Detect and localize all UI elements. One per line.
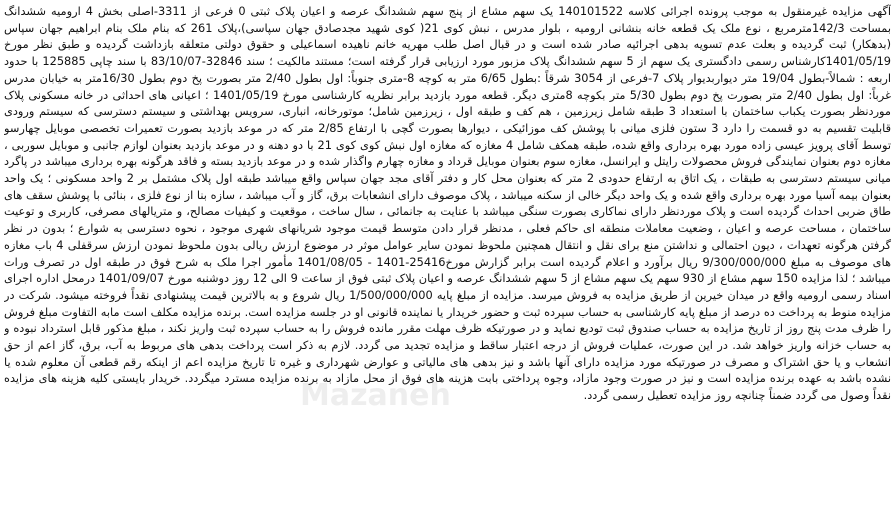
site-watermark: Mazaneh (300, 378, 451, 413)
auction-notice-text: آگهی مزایده غیرمنقول به موجب پرونده اجرائی کلاسه 140101522 یک سهم مشاع از پنج سهم ششدانگ عرصه و اعیان پلاک ثبتی 0 فرعی از 3311-اصلی بخش 4 ارومیه ششدانگ بمساحت 142/3مترمربع ، نوع ملک یک قطعه خانه بنشانی ارومیه ، بلوار مدرس ، نبش کوی 21( کوی شهید مجدصادق جهان سپاسی)،پلاک 261 که بنام ملک بنام ابراهیم جهان سپاس (بدهکار) ثبت گردیده و بعلت عدم تسویه بدهی اجرائیه صادر شده است و در قبال اصل طلب مهریه خانم ناهیده اسماعیلی و حقوق دولتی متعلقه بازداشت گردیده و طبق نظر مورخ 1401/05/19کارشناس رسمی دادگستری یک سهم از 5 سهم ششدانگ پلاک مزبور مورد ارزیابی قرار گرفته است؛ مستند مالکیت ؛ سند 32846-83/10/07 با سند چاپی 125885 با حدود اربعه : شمالاً-بطول 19/04 متر دیواربدیوار پلاک 7-فرعی از 3054 شرقاً :بطول 6/65 متر به کوچه 8-متری جنوباً: اول بطول 2/40 متر بصورت پخ دوم بطول 16/30متر به خیابان مدرس غرباً: اول بطول 2/40 متر بصورت پخ دوم بطول 5/30 متر بکوچه 8متری دیگر. قطعه مورد بازدید برابر نظریه کارشناسی مورخ 1401/05/19 ؛ اعیانی های احداثی در خانه مسکونی پلاک موردنظر بصورت یکباب ساختمان با استعداد 3 طبقه شامل زیرزمین ، هم کف و طبقه اول ، زیرزمین شامل؛ موتورخانه، انباری، سرویس بهداشتی و سیستم دسترسی که سیستم ورودی قابلیت تقسیم به دو قسمت را دارد 3 ستون فلزی میانی با پوشش کف موزائیکی ، دیوارها بصورت گچی با ارتفاع 2/85 متر که در موعد بازدید بصورت تعمیرات تخصصی موبایل چهارسو توسط آقای پرویز عیسی زاده مورد بهره برداری واقع شده، طبقه همکف شامل 4 مغازه که مغازه اول نبش کوی کوی 21 با دو دهنه و در موعد بازدید بعنوان لوازم جانبی و موبایل سوربی ، مغازه دوم بعنوان نمایندگی فروش محصولات رایتل و ایرانسل، مغازه سوم بعنوان موبایل قرداد و مغازه چهارم واگذار شده و در موعد بازدید بسته و فاقد هرگونه بهره برداری میباشد در پاگرد میانی سیستم دسترسی به طبقات ، یک اتاق به ارتفاع حدودی 2 متر که بعنوان محل کار و دفتر آقای مجد جهان سپاس واقع میباشد طبقه اول پلاک مشتمل بر 2 واحد مسکونی ؛ یک واحد بعنوان بیمه آسیا مورد بهره برداری واقع شده و یک واحد دیگر خالی از سکنه میباشد ، پلاک موصوف دارای انشعابات برق، گاز و آب میباشد ، سازه بنا از نوع فلزی ، بنائی با پوشش سقف های طاق ضربی احداث گردیده است و پلاک موردنظر دارای نماکاری بصورت سنگی میباشد با عنایت به جانمائی ، سال ساخت ، موقعیت و کیفیات مصالح، و متریالهای مصرفی، کاربری و توعیت ساختمان ، مساحت عرصه و اعیان ، وضعیت معاملات منطقه ای حاکم فعلی ، مدنظر قرار دادن متوسط قیمت موجود شریانهای شهری موجود ، نحوه دسترسی به شوارع ؛ بدون در نظر گرفتن هرگونه تعهدات ، دیون احتمالی و نداشتن منع برای نقل و انتقال همچنین ملحوظ نمودن سایر عوامل موثر در موضوع ارزش ریالی بدون ملحوظ نمودن ارزش سرقفلی 4 باب مغازه های موصوف به مبلغ 9/300/000/000 ریال برآورد و اعلام گردیده است برابر گزارش مورخ25416-1401 - 1401/08/05 مأمور اجرا ملک به شرح فوق در طبقه اول در تصرف ورات میباشد ؛ لذا مزایده 150 سهم مشاع از 930 سهم یک سهم مشاع از 5 سهم ششدانگ عرصه و اعیان پلاک ثبتی فوق از ساعت 9 الی 12 روز دوشنبه مورخ 1401/09/07 درمحل اداره اجرای اسناد رسمی ارومیه واقع در میدان خیرین از طریق مزایده به فروش میرسد. مزایده از مبلغ پایه 1/500/000/000 ریال شروع و به بالاترین قیمت پیشنهادی نقداً فروخته میشود. شرکت در مزایده منوط به پرداخت ده درصد از مبلغ پایه کارشناسی به حساب سپرده ثبت و حضور خریدار یا نماینده قانونی او در جلسه مزایده است. برنده مزایده مکلف است مابه التفاوت مبلغ فروش را ظرف مدت پنج روز از تاریخ مزایده به حساب صندوق ثبت تودیع نماید و در صورتیکه ظرف مهلت مقرر مانده فروش را به حساب سپرده ثبت واریز نکند ، مبلغ مذکور قابل استرداد نبوده و به حساب خزانه واریز خواهد شد. در این صورت، عملیات فروش از درجه اعتبار ساقط و مزایده تجدید می گردد. لازم به ذکر است پرداخت بدهی های مربوط به آب، برق، گاز اعم از حق انشعاب و یا حق اشتراک و مصرف در صورتیکه مورد مزایده دارای آنها باشد و نیز بدهی های مالیاتی و عوارض شهرداری و غیره تا تاریخ مزایده اعم از اینکه رقم قطعی آن معلوم شده یا نشده باشد به عهده برنده مزایده است و نیز در صورت وجود مازاد، وجوه پرداختی بابت هزینه های فوق از محل مازاد به برنده مزایده مسترد میگردد. خریدار بایستی کلیه هزینه های مزایده نقداً وصول می گردد ضمناً چنانچه روز مزایده تعطیل رسمی گردد. (4, 4, 891, 403)
